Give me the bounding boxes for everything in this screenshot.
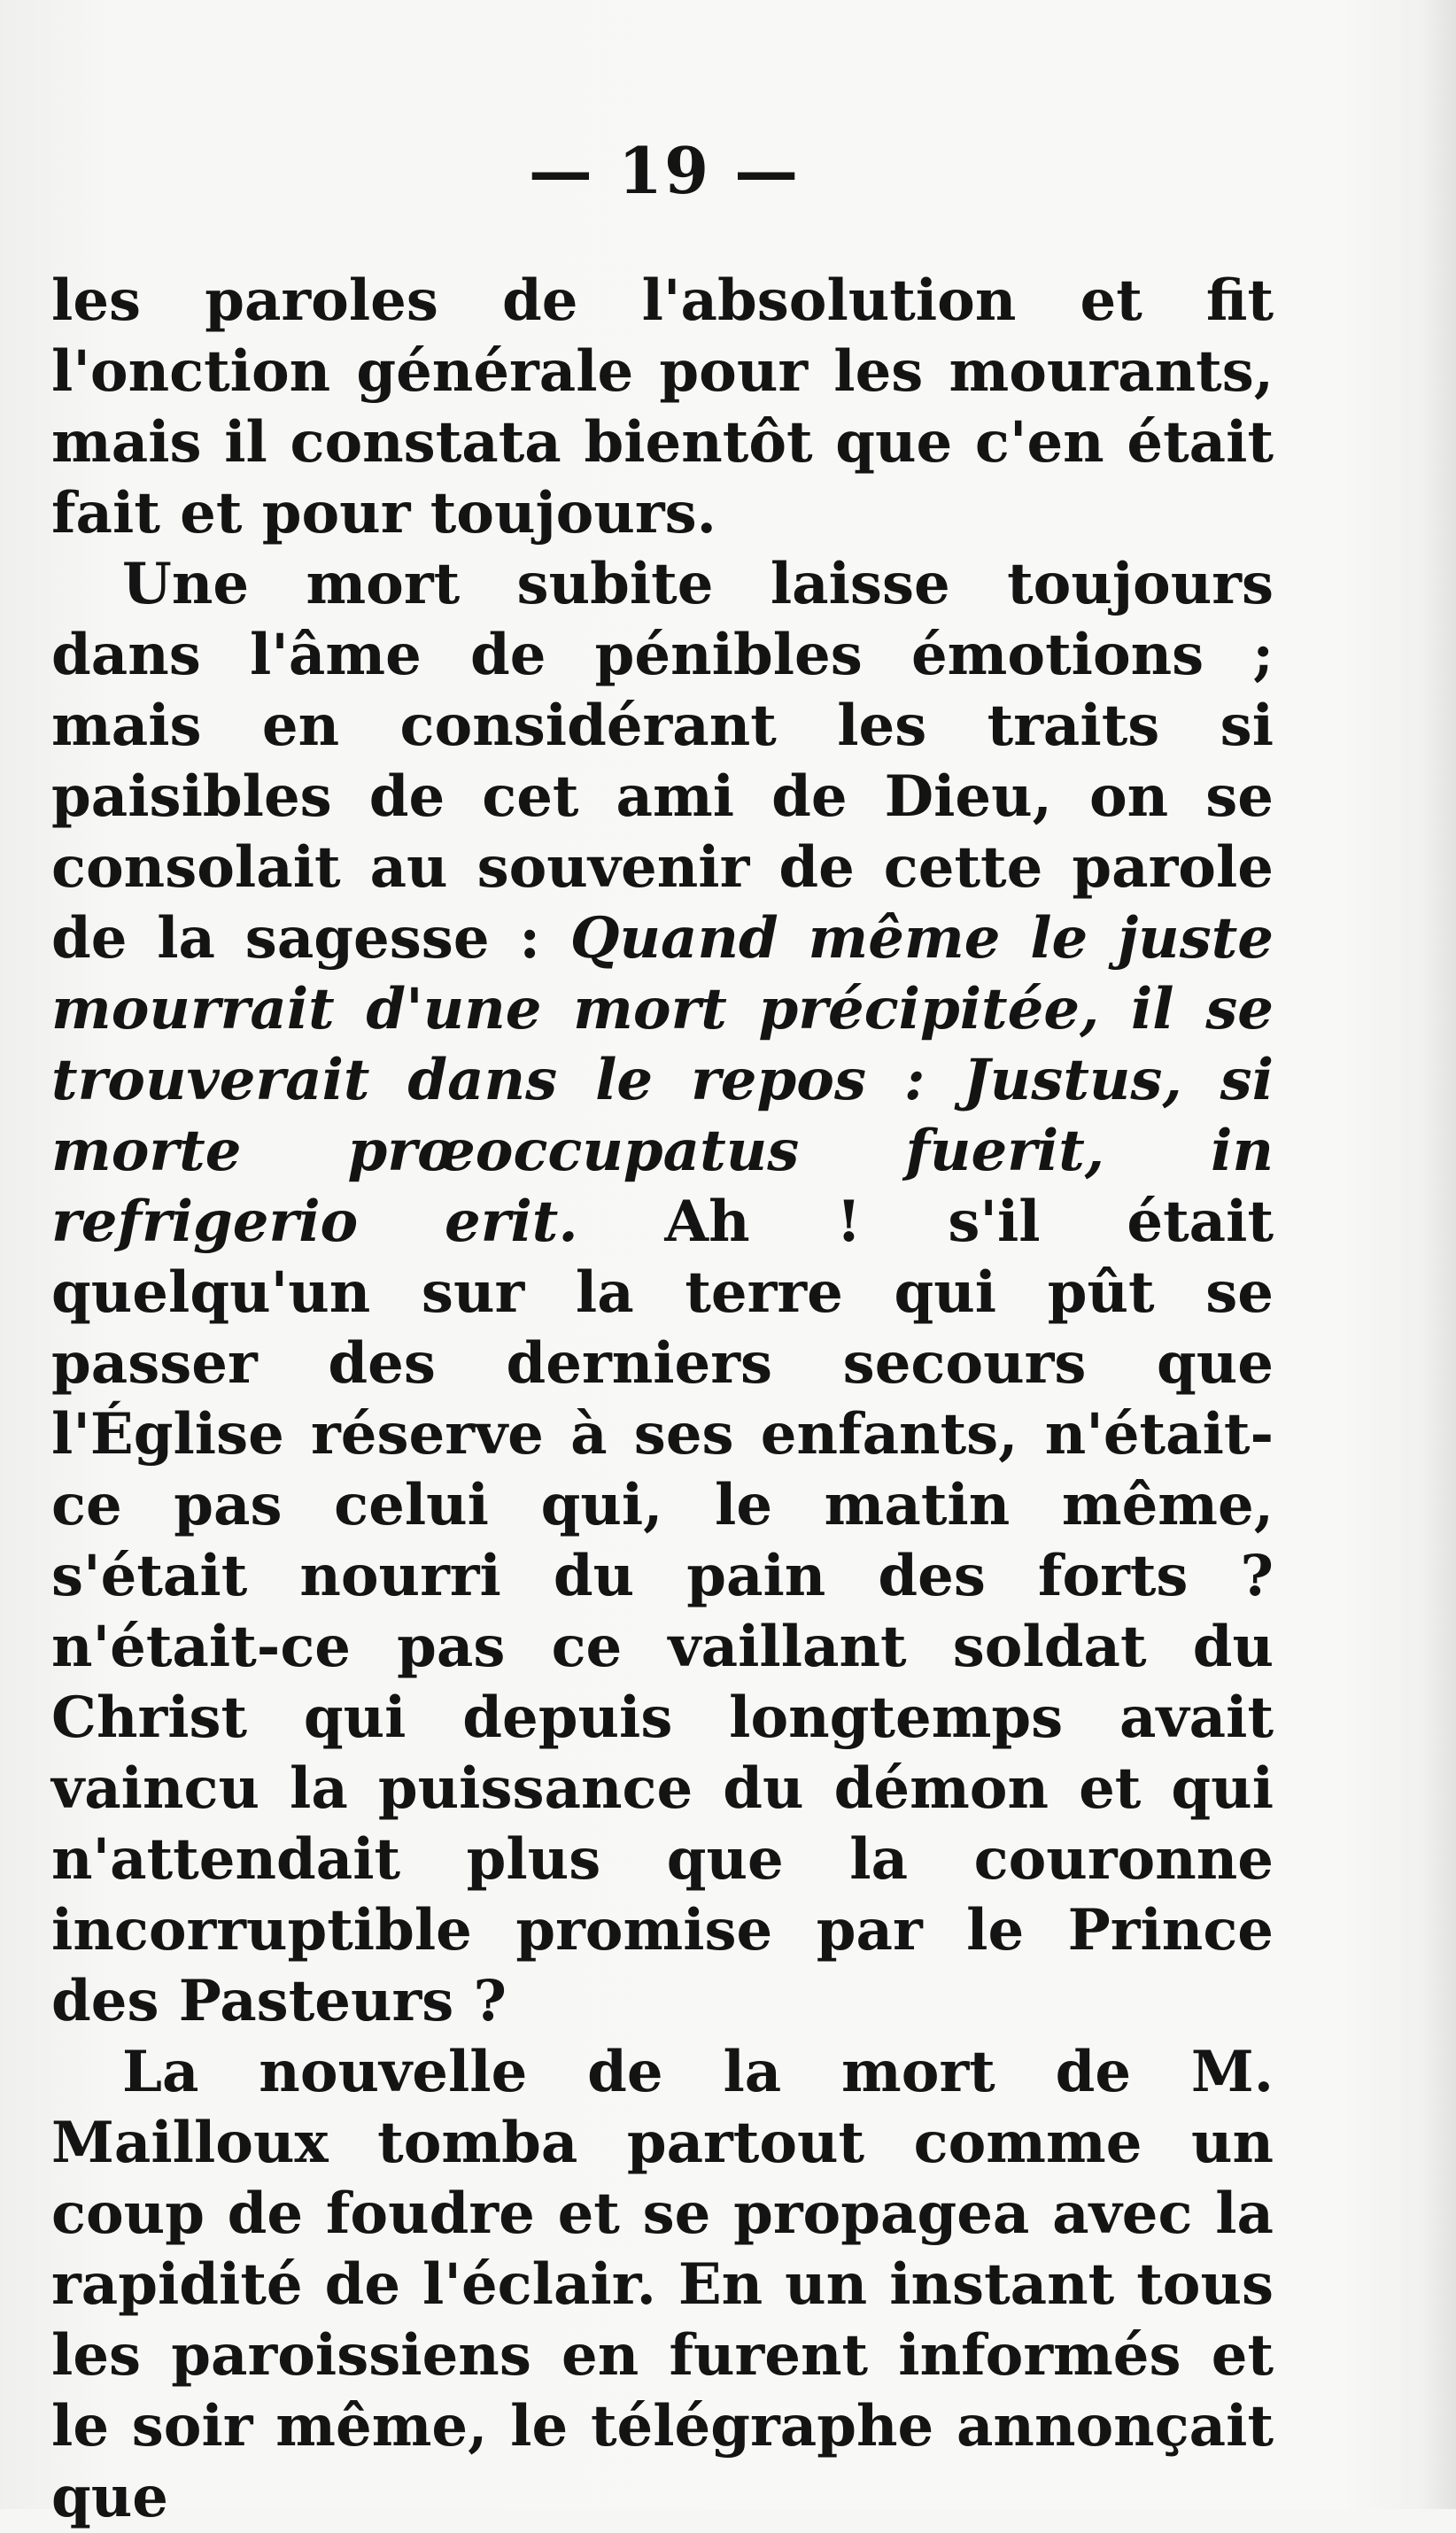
paragraph-3 — [51, 2037, 1274, 2533]
paragraph-1-text: les paroles de l'absolution et fit l'onction générale pour les mourants, mais il constata bientôt que c'en était fait et pour toujours. — [51, 267, 1274, 546]
scan-edge-shadow — [1421, 0, 1456, 2509]
paragraph-2-continuation: Ah ! s'il était quelqu'un sur la terre qui pût se passer des derniers secours que l'Église réserve à ses enfants, n'était-ce pas celui qui, le matin même, s'était nourri du pain des forts ? n'était-ce pas ce vaillant soldat du Christ qui depuis longtemps avait vaincu la puissance du démon et qui n'attendait plus que la couronne incorruptible promise par le Prince des Pasteurs ? — [51, 1189, 1274, 2034]
body-text — [51, 266, 1274, 2533]
paragraph-2-text: Une mort subite laisse toujours dans l'âme de pénibles émotions ; mais en considérant les traits si paisibles de cet ami de Dieu, on se consolait au souvenir de cette parole de la sagesse : — [51, 551, 1274, 972]
paragraph-2 — [51, 549, 1274, 2037]
paragraph-3-text: La nouvelle de la mort de M. Mailloux tomba partout comme un coup de foudre et se propagea avec la rapidité de l'éclair. En un instant tous les paroissiens en furent informés et le soir même, le télégraphe annonçait que — [51, 2039, 1274, 2530]
paragraph-1 — [51, 266, 1274, 549]
page-number: — 19 — — [528, 133, 801, 208]
paragraph-2-latin-quote: Quand même le juste mourrait d'une mort précipitée, il se trouverait dans le repos : Justus, si morte prœoccupatus fuerit, in refrigerio erit. — [51, 905, 1274, 1255]
